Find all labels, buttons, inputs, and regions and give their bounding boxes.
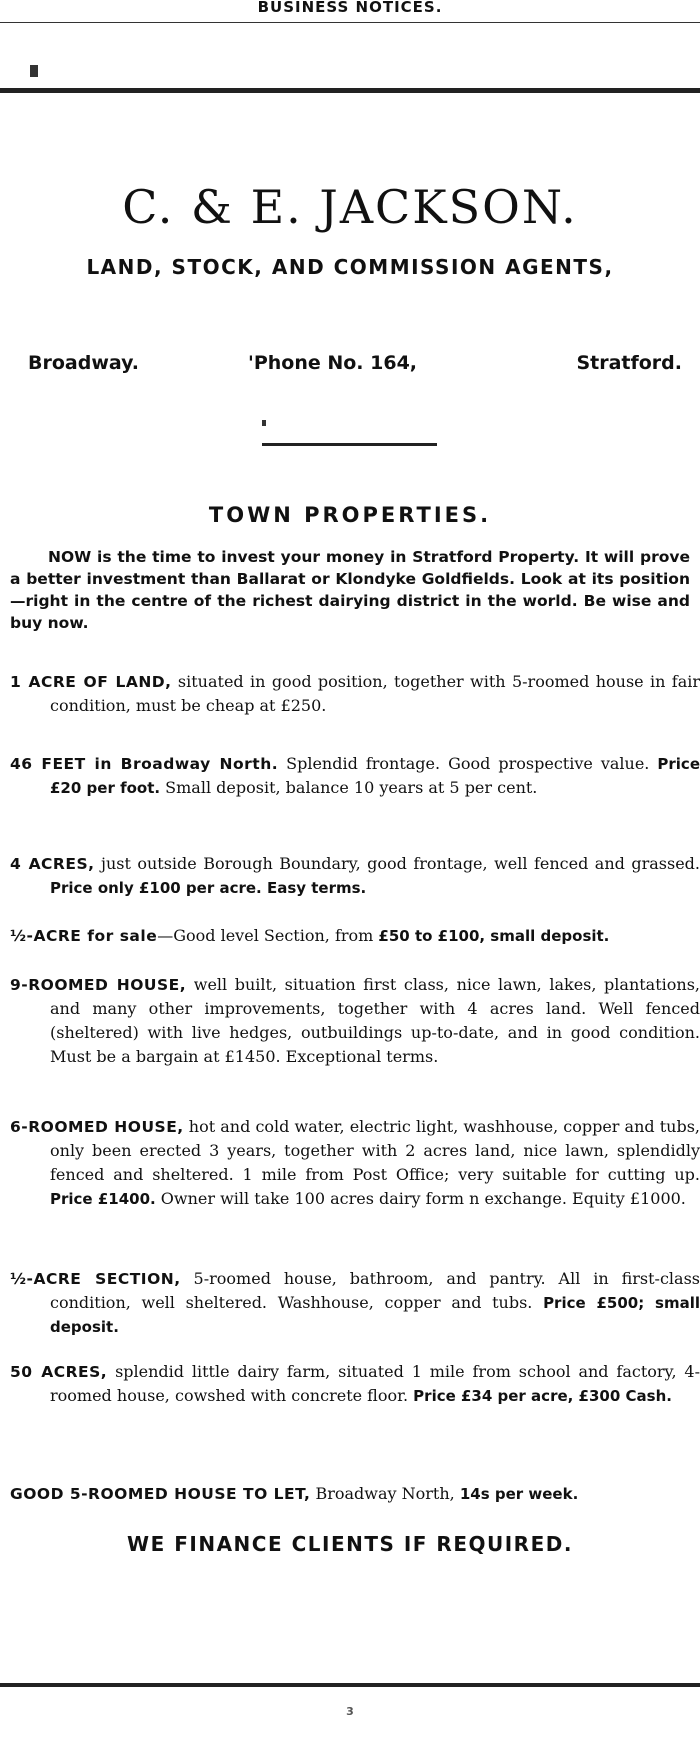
listing-lead: 6-ROOMED HOUSE, [10,1118,184,1136]
listing-lead: ½-ACRE for sale [10,927,158,945]
listing-price: Price £34 per acre, £300 Cash. [413,1387,672,1405]
finance-note: WE FINANCE CLIENTS IF REQUIRED. [127,1532,573,1556]
address-street: Broadway. [28,352,139,374]
listing-body: —Good level Section, from [157,926,379,945]
listing-price: 14s per week. [459,1485,579,1503]
intro-paragraph: NOW is the time to invest your money in Stratford Property. It will prove a better investment than Ballarat or Klondyke Goldfields. Look at its position—right in the centre of the richest dairying district in the world. Be wise and buy now. [10,548,690,632]
listing-tail: Owner will take 100 acres dairy form n exchange. Equity £1000. [155,1189,686,1208]
listing-price: £50 to £100, small deposit. [378,927,610,945]
listing-body: hot and cold water, electric light, washhouse, copper and tubs, only been erected 3 years, together with 2 acres land, nice lawn, splendidly fenced and sheltered. 1 mile from Post Office; very suitable for cutting up. [50,1117,700,1184]
listing-item [10,1267,700,1339]
page-number: 3 [346,1705,354,1718]
footer-rule-thick [0,1683,700,1687]
listing-lead: 1 ACRE OF LAND, [10,673,172,691]
address-town: Stratford. [576,352,682,374]
listing-item [10,752,700,800]
listing-price: Price only £100 per acre. Easy terms. [50,879,367,897]
address-phone: 'Phone No. 164, [248,352,418,374]
listing-item [10,1115,700,1211]
ink-speck [262,420,266,426]
listing-body: 5-roomed house, bathroom, and pantry. All in first-class condition, well sheltered. Washhouse, copper and tubs. [50,1269,700,1312]
listing-item [10,852,700,900]
listing-price: Price £500; small deposit. [50,1294,700,1336]
listing-lead: 4 ACRES, [10,855,95,873]
listing-lead: 9-ROOMED HOUSE, [10,976,187,994]
listing-body: Broadway North, [310,1484,460,1503]
listing-lead: ½-ACRE SECTION, [10,1270,181,1288]
firm-tagline: LAND, STOCK, AND COMMISSION AGENTS, [86,255,614,279]
listing-lead: 50 ACRES, [10,1363,108,1381]
listing-tail: Small deposit, balance 10 years at 5 per cent. [160,778,538,797]
listing-item [10,973,700,1069]
listing-body: situated in good position, together with 5-roomed house in fair condition, must be cheap at £250. [50,672,700,715]
listing-item [10,1482,700,1506]
listing-lead: GOOD 5-ROOMED HOUSE TO LET, [10,1485,311,1503]
header-rule-thick [0,88,700,93]
listing-price: Price £1400. [50,1190,156,1208]
listing-body: Splendid frontage. Good prospective value. [278,754,658,773]
firm-name: C. & E. JACKSON. [122,180,578,234]
listing-body: splendid little dairy farm, situated 1 mile from school and factory, 4-roomed house, cowshed with concrete floor. [50,1362,700,1405]
listing-lead: 46 FEET in Broadway North. [10,755,279,773]
listing-body: well built, situation first class, nice lawn, lakes, plantations, and many other improvements, together with 4 acres land. Well fenced (sheltered) with live hedges, outbuildings up-to-date, and in good condition. Must be a bargain at £1450. Exceptional terms. [50,975,700,1066]
section-label: BUSINESS NOTICES. [257,0,443,16]
divider-rule [262,443,437,446]
listing-body: just outside Borough Boundary, good frontage, well fenced and grassed. [94,854,700,873]
ink-speck [30,65,38,77]
listing-item [10,1360,700,1408]
listing-item [10,670,700,718]
section-heading: TOWN PROPERTIES. [208,503,492,527]
listing-price: Price £20 per foot. [50,755,700,797]
header-rule-thin [0,22,700,23]
listing-item [10,924,700,948]
